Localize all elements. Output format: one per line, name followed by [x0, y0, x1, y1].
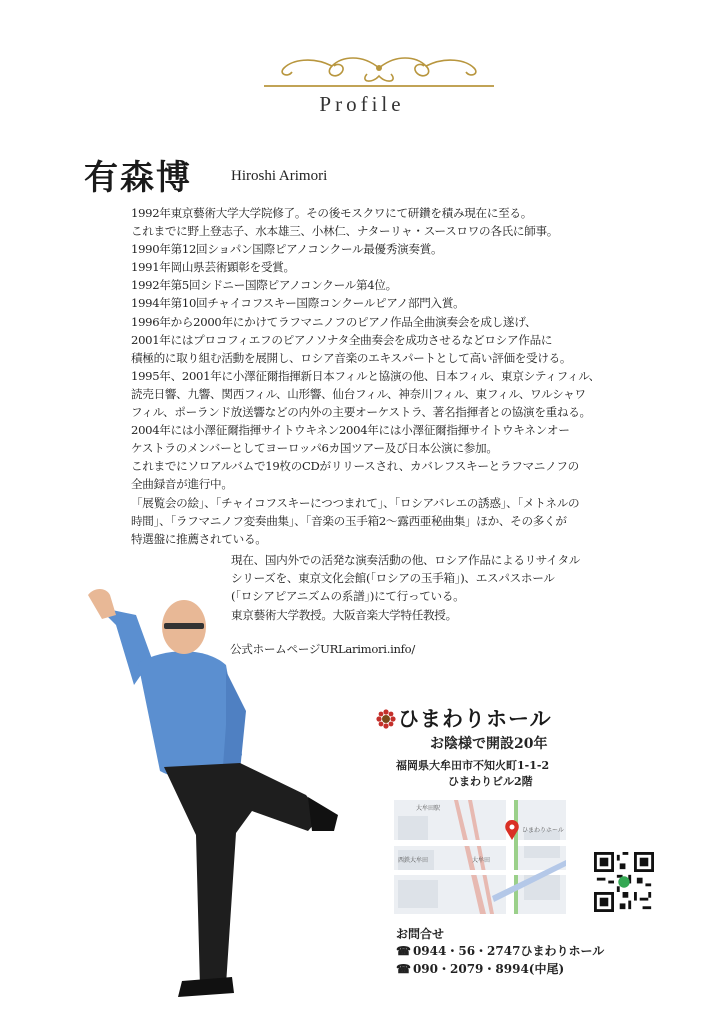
bio-line: これまでにソロアルバムで19枚のCDがリリースされ、カバレフスキーとラフマニノフの [131, 459, 579, 474]
activity-line: 東京藝術大学教授。大阪音楽大学特任教授。 [231, 607, 457, 622]
bio-line: 特選盤に推薦されている。 [131, 531, 267, 546]
hall-name [376, 703, 552, 733]
bio-line: 全曲録音が進行中。 [131, 477, 233, 492]
bio-line: 読売日響、九響、関西フィル、山形響、仙台フィル、神奈川フィル、東フィル、ワルシャワ [131, 386, 586, 401]
hall-address-line2: ひまわりビル2階 [448, 775, 533, 788]
bio-line: 1990年第12回ショパン国際ピアノコンクール最優秀演奏賞。 [131, 242, 443, 257]
contact-phone-mobile[interactable] [396, 960, 564, 977]
bio-line: 「展覧会の絵」、「チャイコフスキーにつつまれて」、「ロシアバレエの誘惑」、「メトネルの [131, 495, 580, 510]
biography-block [131, 204, 671, 548]
homepage-link[interactable]: 公式ホームページURLarimori.info/ [230, 642, 415, 656]
qr-code[interactable] [594, 852, 654, 912]
contact-heading: お問合せ [396, 927, 445, 941]
telephone-icon: ☎ [396, 944, 411, 958]
bio-line: 積極的に取り組む活動を展開し、ロシア音楽のエキスパートとして高い評価を受ける。 [131, 350, 572, 365]
contact-line2: 090・2079・8994(中尾) [412, 962, 565, 976]
page-title: Profile [319, 92, 405, 116]
bio-line: 時間」、「ラフマニノフ変奏曲集」、「音楽の玉手箱2～露西亜秘曲集」ほか、その多くが [131, 513, 567, 528]
bio-line: 2001年にはプロコフィエフのピアノソナタ全曲奏会を成功させるなどロシア作品に [131, 332, 553, 347]
bio-line: これまでに野上登志子、水本雄三、小林仁、ナターリャ・スースロワの各氏に師事。 [131, 224, 559, 239]
pianist-photo [76, 585, 356, 1005]
bio-line: 1992年東京藝術大学大学院修了。その後モスクワにて研鑽を積み現在に至る。 [131, 206, 533, 220]
bio-line: 2004年には小澤征爾指揮サイトウキネン2004年には小澤征爾指揮サイトウキネンオー [131, 423, 570, 438]
bio-line: 1996年から2000年にかけてラフマニノフのピアノ作品全曲演奏会を成し遂げ、 [131, 314, 537, 329]
bio-line: 1992年第5回シドニー国際ピアノコンクール第4位。 [131, 278, 397, 293]
bio-line: 1994年第10回チャイコフスキー国際コンクールピアノ部門入賞。 [131, 296, 465, 311]
access-map[interactable] [394, 800, 566, 914]
activity-line: シリーズを、東京文化会館(「ロシアの玉手箱」)、エスパスホール [231, 571, 555, 586]
bio-line: ケストラのメンバーとしてヨーロッパ6カ国ツアー及び日本公演に参加。 [131, 441, 498, 456]
map-label-station: 大牟田 [472, 857, 491, 864]
activity-line: (「ロシアピアニズムの系譜」)にて行っている。 [231, 589, 465, 604]
contact-phone-hall[interactable] [396, 942, 604, 959]
hall-address-line1: 福岡県大牟田市不知火町1-1-2 [396, 759, 550, 772]
contact-line1: 0944・56・2747ひまわりホール [412, 944, 605, 958]
bio-line: フィル、ポーランド放送響などの内外の主要オーケストラ、著名指揮者との協演を重ねる。 [131, 405, 591, 420]
telephone-icon: ☎ [396, 962, 411, 976]
sunflower-icon [376, 709, 396, 729]
map-label-top: 大牟田駅 [416, 805, 441, 812]
gold-ornament-divider [262, 52, 496, 92]
map-label-pin: ひまわりホール [522, 827, 564, 834]
bio-line: 1991年岡山県芸術顕彰を受賞。 [131, 260, 295, 275]
activity-line: 現在、国内外での活発な演奏活動の他、ロシア作品によるリサイタル [231, 553, 581, 567]
hall-anniversary: お陰様で開設20年 [430, 736, 548, 752]
artist-name-japanese: 有森博 [84, 158, 192, 198]
hall-name-text: ひまわりホール [398, 706, 552, 731]
map-label-left: 西鉄大牟田 [398, 857, 429, 864]
artist-name-english: Hiroshi Arimori [231, 168, 328, 184]
bio-line: 1995年、2001年に小澤征爾指揮新日本フィルと協演の他、日本フィル、東京シティフィル、 [131, 368, 600, 383]
